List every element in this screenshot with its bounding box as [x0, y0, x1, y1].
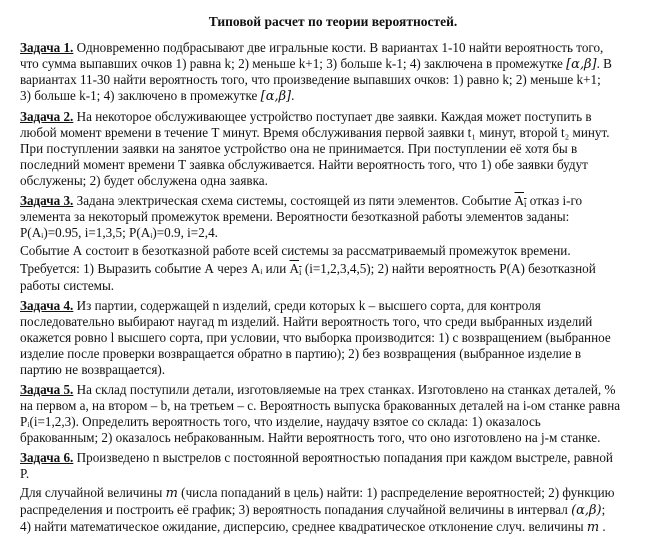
task-6-line-2: P.	[20, 466, 30, 481]
task-6-line-1: Задача 6. Произведено n выстрелов с постоянной вероятностью попадания при каждом выстреле, равной	[20, 450, 613, 465]
task-3-line-6: работы системы.	[20, 278, 115, 293]
task-1-label: Задача 1.	[20, 40, 74, 55]
task-3-line-1: Задача 3. Задана электрическая схема системы, состоящей из пяти элементов. Событие $A_i$ отказ i-го	[20, 193, 583, 209]
task-1-line-4: 3) больше k-1; 4) заключено в промежутке [α,β].	[20, 88, 295, 104]
event-a-bar-2: $A_i$	[289, 261, 302, 277]
task-6-label: Задача 6.	[20, 450, 74, 465]
task-2-line-4: последний момент времени Т заявка обслуживается. Найти вероятность того, что 1) обе заявки будут	[20, 157, 588, 172]
task-3-line-3: P(Aᵢ)=0.95, i=1,3,5; P(Aᵢ)=0.9, i=2,4.	[20, 225, 218, 240]
task-1-line-3: вариантах 11-30 найти вероятность того, что произведение выпавших очков: 1) равно k; 2) меньше k+1;	[20, 72, 601, 87]
event-a-bar: $A_i$	[514, 193, 527, 209]
task-3-line-2: элемента за некоторый промежуток времени. Вероятности безотказной работы элементов заданы:	[20, 209, 570, 224]
task-4-line-3: окажется ровно l высшего сорта, при условии, что выборка производится: 1) с возвращением (выбранное	[20, 330, 611, 345]
task-5-line-3: Pᵢ(i=1,2,3). Определить вероятность того, что изделие, наудачу взятое со склада: 1) оказалось	[20, 414, 541, 429]
task-1-line-1: Задача 1. Одновременно подбрасывают две игральные кости. В вариантах 1-10 найти вероятность того,	[20, 40, 604, 55]
task-6-line-4: распределения и построить её график; 3) вероятность попадания случайной величины в интервал (α,β);	[20, 502, 606, 518]
task-5-line-1: Задача 5. На склад поступили детали, изготовляемые на трех станках. Изготовлено на станках деталей, %	[20, 382, 616, 397]
variable-m: m	[165, 486, 178, 501]
task-2-line-2: любой момент времени в течение Т минут. Время обслуживания первой заявки t₁ минут, второй t₂ минут.	[20, 125, 610, 140]
task-2-label: Задача 2.	[20, 109, 74, 124]
task-4-label: Задача 4.	[20, 298, 74, 313]
task-1-line-2: что сумма выпавших очков 1) равна k; 2) меньше k+1; 3) больше k-1; 4) заключена в промежутке [α,β]. В	[20, 56, 612, 72]
variable-m-2: m	[586, 520, 600, 535]
task-2-line-5: обслужены; 2) будет обслужена одна заявка.	[20, 173, 268, 188]
task-4-line-1: Задача 4. Из партии, содержащей n изделий, среди которых k – высшего сорта, для контроля	[20, 298, 541, 313]
document-title: Типовой расчет по теории вероятностей.	[208, 14, 458, 29]
task-3-label: Задача 3.	[20, 193, 74, 208]
task-3-line-5: Требуется: 1) Выразить событие А через Aᵢ или $A_i$ (i=1,2,3,4,5); 2) найти вероятность Р(А) безотказной	[20, 261, 596, 277]
task-3-line-4: Событие А состоит в безотказной работе всей системы за рассматриваемый промежуток времени.	[20, 243, 571, 258]
task-5-label: Задача 5.	[20, 382, 74, 397]
task-2-line-1: Задача 2. На некоторое обслуживающее устройство поступает две заявки. Каждая может поступить в	[20, 109, 592, 124]
task-6-line-3: Для случайной величины m (числа попаданий в цель) найти: 1) распределение вероятностей; 2) функцию	[20, 485, 615, 501]
interval-open: (α,β)	[571, 503, 602, 518]
interval-closed: [α,β]	[566, 57, 597, 72]
task-5-line-2: на первом а, на втором – b, на третьем – с. Вероятность выпуска бракованных деталей на i-ом станке равна	[20, 398, 621, 413]
task-2-line-3: При поступлении заявки на занятое устройство она не принимается. При поступлении её хотя бы в	[20, 141, 578, 156]
interval-half-open: [α,β]	[260, 89, 292, 104]
task-4-line-5: партию не возвращается).	[20, 362, 166, 377]
task-4-line-2: последовательно выбирают наугад m изделий. Найти вероятность того, что среди выбранных изделий	[20, 314, 593, 329]
task-4-line-4: изделие после проверки возвращается обратно в партию); 2) без возвращения (выбранное изделие в	[20, 346, 582, 361]
task-5-line-4: бракованным; 2) оказалось небракованным. Найти вероятность того, что оно изготовлено на j-м станке.	[20, 430, 601, 445]
task-6-line-5: 4) найти математическое ожидание, дисперсию, среднее квадратическое отклонение случ. величины m .	[20, 519, 606, 535]
